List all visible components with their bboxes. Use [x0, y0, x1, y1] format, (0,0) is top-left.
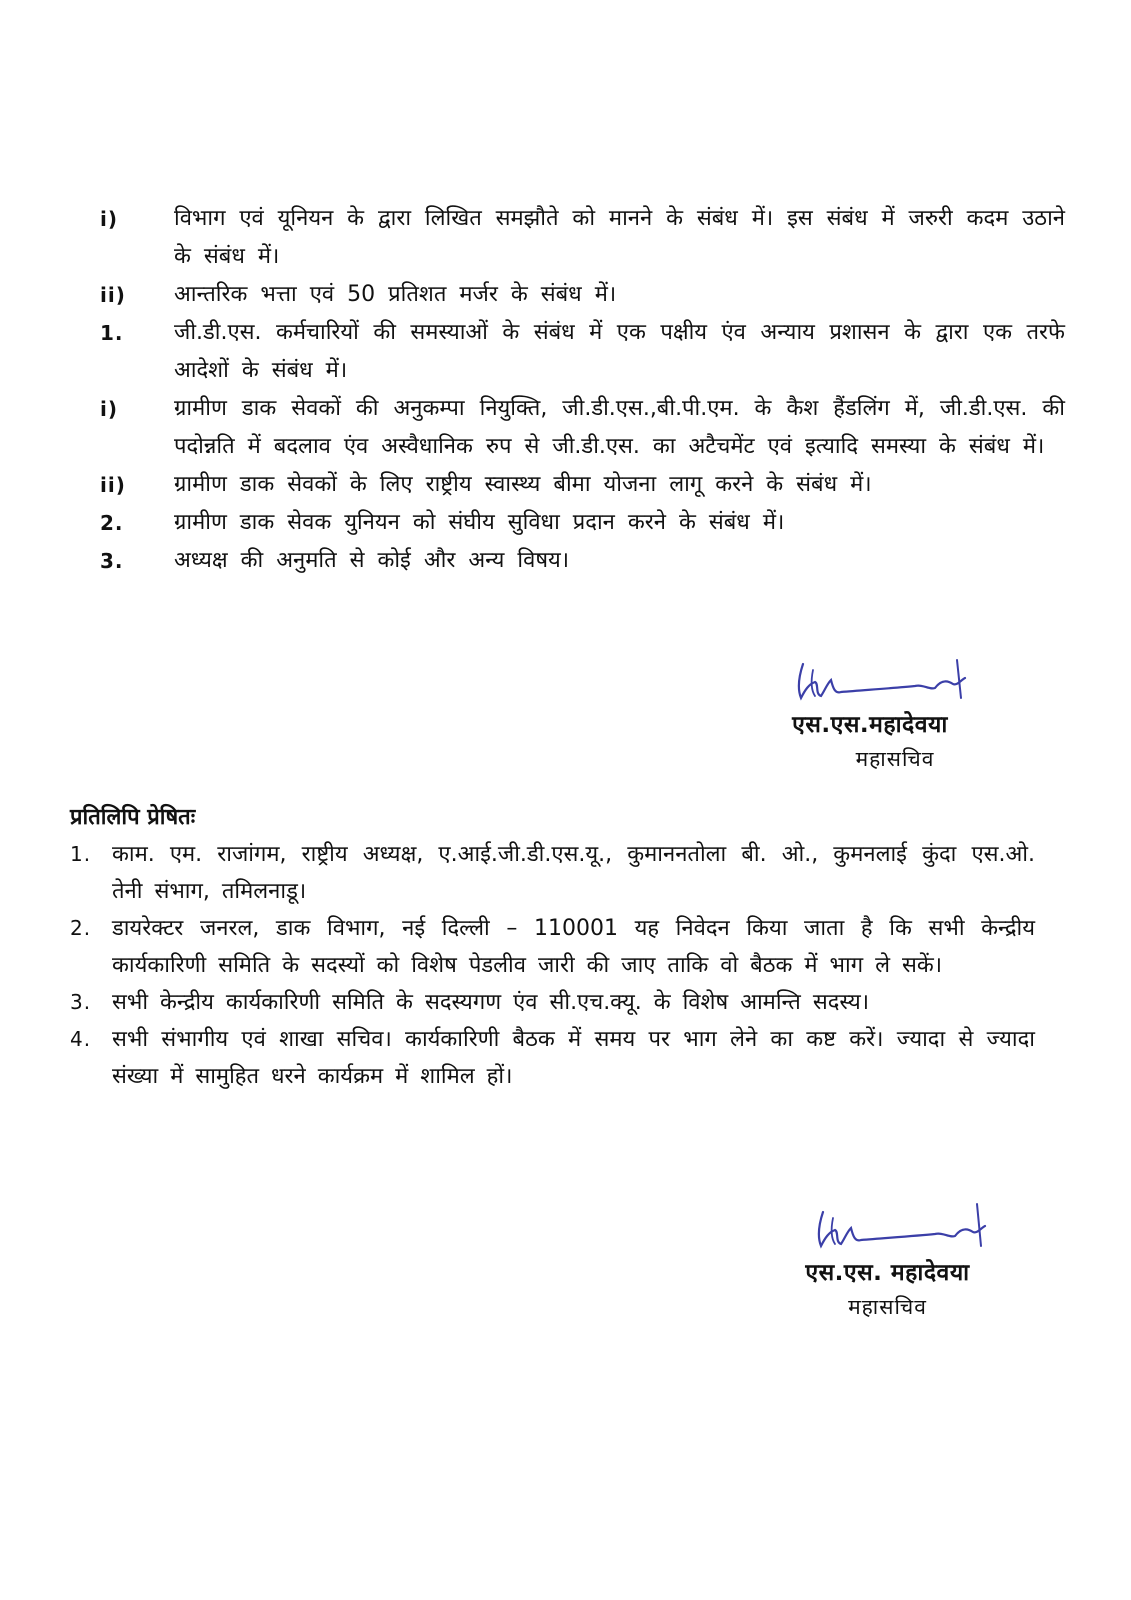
agenda-item-number: 3.: [100, 549, 124, 573]
signature-block-1: [755, 650, 985, 776]
agenda-item: [100, 466, 1065, 504]
copy-to-item-number: 3.: [70, 990, 92, 1014]
agenda-item: [100, 504, 1065, 542]
agenda-item-number: i): [100, 207, 118, 231]
signatory-name: एस.एस. महादेवया: [805, 1260, 970, 1286]
agenda-item: [100, 200, 1065, 276]
signatory-title: महासचिव: [855, 747, 935, 771]
agenda-item-text: आन्तरिक भत्ता एवं 50 प्रतिशत मर्जर के संबंध में।: [174, 282, 617, 307]
copy-to-item: [70, 984, 1035, 1021]
copy-to-item-text: सभी संभागीय एवं शाखा सचिव। कार्यकारिणी बैठक में समय पर भाग लेने का कष्ट करें। ज्यादा से ज्यादा संख्या में सामुहित धरने कार्यक्रम में शामिल हों।: [112, 1027, 1035, 1089]
agenda-item-text: ग्रामीण डाक सेवक युनियन को संघीय सुविधा प्रदान करने के संबंध में।: [174, 510, 785, 535]
copy-to-item-text: काम. एम. राजांगम, राष्ट्रीय अध्यक्ष, ए.आई.जी.डी.एस.यू., कुमाननतोला बी. ओ., कुमनलाई कुंदा एस.ओ. तेनी संभाग, तमिलनाडू।: [112, 842, 1035, 904]
agenda-item-number: ii): [100, 283, 126, 307]
agenda-item: [100, 314, 1065, 390]
agenda-item: [100, 390, 1065, 466]
copy-to-item: [70, 910, 1035, 984]
copy-to-item-text: डायरेक्टर जनरल, डाक विभाग, नई दिल्ली – 110001 यह निवेदन किया जाता है कि सभी केन्द्रीय कार्यकारिणी समिति के सदस्यों को विशेष पेडलीव जारी की जाए ताकि वो बैठक में भाग ले सकें।: [112, 916, 1035, 978]
copy-to-list: [70, 836, 1035, 1095]
signature-block-2: [765, 1198, 1010, 1324]
copy-to-heading: प्रतिलिपि प्रेषितः: [70, 805, 196, 830]
agenda-item-text: अध्यक्ष की अनुमति से कोई और अन्य विषय।: [174, 548, 570, 573]
agenda-item: [100, 542, 1065, 580]
handwritten-signature: [785, 650, 985, 708]
agenda-list: [100, 200, 1065, 580]
agenda-item-number: 2.: [100, 511, 124, 535]
copy-to-item-number: 4.: [70, 1027, 92, 1051]
agenda-item-text: ग्रामीण डाक सेवकों की अनुकम्पा नियुक्ति, जी.डी.एस.,बी.पी.एम. के कैश हैंडलिंग में, जी.डी.एस. की पदोन्नति में बदलाव एंव अस्वैधानिक रुप से जी.डी.एस. का अटैचमेंट एवं इत्यादि समस्या के संबंध में।: [174, 396, 1065, 459]
agenda-item-text: विभाग एवं यूनियन के द्वारा लिखित समझौते को मानने के संबंध में। इस संबंध में जरुरी कदम उठाने के संबंध में।: [174, 206, 1065, 269]
agenda-item-text: ग्रामीण डाक सेवकों के लिए राष्ट्रीय स्वास्थ्य बीमा योजना लागू करने के संबंध में।: [174, 472, 872, 497]
agenda-item: [100, 276, 1065, 314]
agenda-item-number: ii): [100, 473, 126, 497]
copy-to-item: [70, 836, 1035, 910]
copy-to-item-number: 1.: [70, 842, 92, 866]
copy-to-item: [70, 1021, 1035, 1095]
agenda-item-number: 1.: [100, 321, 124, 345]
copy-to-item-text: सभी केन्द्रीय कार्यकारिणी समिति के सदस्यगण एंव सी.एच.क्यू. के विशेष आमन्ति सदस्य।: [112, 990, 870, 1015]
handwritten-signature: [805, 1198, 1005, 1256]
agenda-item-text: जी.डी.एस. कर्मचारियों की समस्याओं के संबंध में एक पक्षीय एंव अन्याय प्रशासन के द्वारा एक तरफे आदेशों के संबंध में।: [174, 320, 1065, 383]
signatory-title: महासचिव: [848, 1295, 927, 1319]
signatory-name: एस.एस.महादेवया: [792, 712, 948, 738]
agenda-item-number: i): [100, 397, 118, 421]
copy-to-item-number: 2.: [70, 916, 92, 940]
